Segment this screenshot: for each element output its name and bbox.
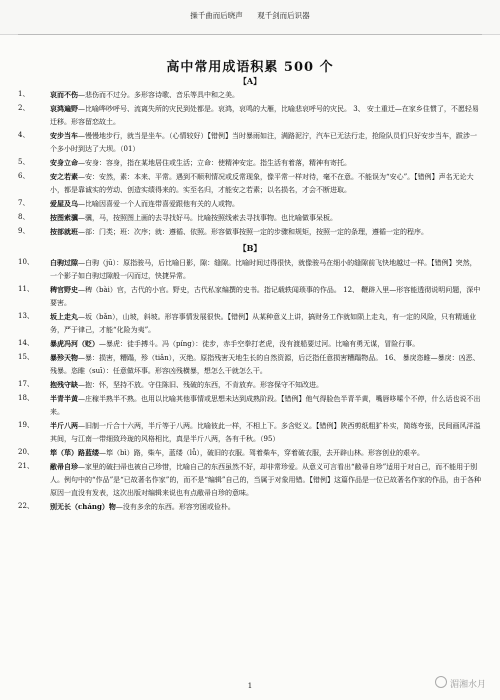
list-item — [18, 256, 482, 283]
running-header — [0, 10, 500, 21]
entry-number: 13、 — [18, 312, 34, 320]
entry-number: 21、 — [18, 462, 34, 470]
page-number: 1 — [247, 682, 253, 690]
entry-number: 18、 — [18, 394, 34, 402]
entry-term: 暴殄天物 — [50, 353, 78, 362]
section-label-b: 【B】 — [238, 243, 262, 253]
list-item — [18, 156, 482, 170]
entry-number: 11、 — [18, 285, 34, 293]
entry-number: 2、 — [18, 104, 30, 112]
list-item — [18, 337, 482, 351]
list-item — [18, 283, 482, 310]
entry-number: 4、 — [18, 131, 30, 139]
entry-number: 7、 — [18, 199, 30, 207]
entry-number: 8、 — [18, 213, 30, 221]
entry-term: 安之若素 — [50, 172, 78, 181]
header-right: 观千剑而后识器 — [257, 11, 310, 20]
page-title: 高中常用成语积累 500 个 — [166, 60, 334, 75]
list-item — [18, 378, 482, 392]
list-item — [18, 392, 482, 419]
entry-number: 6、 — [18, 172, 30, 180]
entry-definition: —稗（bài）官，古代的小官。野史，古代私家编撰的史书。指记载轶闻琐事的作品。 12、 鞭辟入里—形容能透彻说明问题，深中要害。 — [50, 286, 481, 307]
list-item — [18, 211, 482, 225]
entry-term: 安身立命 — [50, 158, 78, 167]
header-rule — [18, 34, 482, 35]
entry-number: 1、 — [18, 90, 30, 98]
entry-number: 17、 — [18, 380, 34, 388]
entry-term: 筚（荜）路蓝缕 — [50, 448, 99, 457]
entry-term: 别无长（cháng）物 — [50, 502, 116, 511]
entry-term: 抱残守缺 — [50, 380, 78, 389]
entry-term: 白驹过隙 — [50, 258, 78, 267]
entry-number: 19、 — [18, 421, 34, 429]
entry-definition: —庄稼半熟半不熟。也用以比喻其他事情或思想未达到成熟阶段。【错例】他气得脸色半青半黄，嘴唇哆嗦个不停，什么话也说不出来。 — [50, 395, 481, 416]
entry-definition: —筚（bì）路，柴车，蓝缕（lǚ），破旧的衣服。驾着柴车，穿着破衣服，去开辟山林。形容创业的艰辛。 — [99, 449, 424, 457]
entry-term: 半斤八两 — [50, 421, 78, 430]
list-item — [18, 88, 482, 102]
entry-number: 9、 — [18, 227, 30, 235]
entry-definition: —骥，马，按照图上画的去寻找好马。比喻按照线索去寻找事物。也比喻做事呆板。 — [78, 214, 337, 222]
entry-number: 14、 — [18, 339, 34, 347]
entry-definition: —旧制一斤合十六两，半斤等于八两。比喻彼此一样，不相上下。多含贬义。【错例】陕西剪纸粗犷朴实，简练夸张，民间画风洋溢其间，与江南一带细致玲珑的风格相比，真是半斤八两，各有千秋。（95） — [50, 422, 481, 443]
watermark-logo-icon — [435, 676, 447, 688]
list-item — [18, 102, 482, 129]
entry-term: 哀鸿遍野 — [50, 104, 78, 113]
entry-definition: —安：安然，素：本来、平常。遇到不顺利情况或反常现象，像平常一样对待，毫不在意。不能误为“安心”。【错例】声名无论大小，都是靠诚实的劳动、创造实绩得来的。实至名归，才能安之若素；以名损名，才会不断进取。 — [50, 173, 474, 194]
entry-number: 22、 — [18, 502, 34, 510]
entry-definition: —坂（bǎn），山坡，斜坡。形容事情发展很快。【错例】从某种意义上讲，搞财务工作就如陨上走丸，有一定的风险，只有精通业务，严于律己，才能“化险为夷”。 — [50, 313, 477, 334]
entry-definition: —暴虎：徒手搏斗。冯（píng）：徒步，赤手空拳打老虎，没有渡船要过河。比喻有勇无谋，冒险行事。 — [99, 340, 420, 348]
list-item — [18, 419, 482, 446]
entry-list — [18, 88, 482, 514]
entry-definition: —抱：怀，坚持不放。守住陈旧、残破的东西，不肯放弃。形容保守不知改进。 — [78, 381, 323, 389]
entry-definition: —比喻哗吵呼号、流离失所的灾民到处都是。哀鸿，哀鸣的大雁，比喻悲哀呼号的灾民。 3、 安土重迁—在家乡住惯了，不愿轻易迁移。形容留恋故土。 — [50, 105, 479, 126]
entry-definition: —慢慢地步行，就当是坐车。（心情较好）【错例】当时暴雨如注，满路泥泞，汽车已无法行走，抢险队员们只好安步当车，跋涉一个多小时到达了大坝。（01） — [50, 132, 477, 153]
entry-term: 暴虎冯河（贬） — [50, 339, 99, 348]
list-item — [18, 446, 482, 460]
watermark — [435, 676, 486, 690]
entry-term: 稗官野史 — [50, 285, 78, 294]
entry-term: 安步当车 — [50, 131, 78, 140]
entry-number: 10、 — [18, 258, 34, 266]
list-item — [18, 225, 482, 239]
header-left: 操千曲而后晓声 — [190, 11, 243, 20]
list-item — [18, 460, 482, 500]
entry-definition: —没有多余的东西。形容穷困或俭朴。 — [115, 503, 235, 511]
entry-definition: —部：门类；班：次序；就：遵循、依照。形容做事按照一定的步骤和规矩，按照一定的条理，遵循一定的程序。 — [78, 228, 428, 236]
entry-definition: —白驹（jū）：原指骏马，后比喻日影，隙：缝隙。比喻时间过得很快，就像骏马在细小的缝隙前飞快地越过一样。【错例】突然，一个影子如白驹过隙般一闪而过，快捷异常。 — [50, 259, 477, 280]
entry-number: 15、 — [18, 353, 34, 361]
entry-term: 按部就班 — [50, 227, 78, 236]
watermark-text: 湄湘水月 — [449, 680, 486, 690]
entry-term: 半青半黄 — [50, 394, 78, 403]
section-label-a: 【A】 — [238, 76, 262, 86]
entry-definition: —家里的破扫帚也被自己珍惜，比喻自己的东西虽然不好，却非常珍爱。从意义可言看出“敝帚自珍”适用于对自己，而不能用于别人。例句中的“作品”是“已故著名作家”的，而不是“编辑”自己的，当属于对象用错。【错例】这篇作品是一位已故著名作家的作品，由于各种原因一直没有发表，这次出版对编辑来说也有点敝帚自珍的意味。 — [50, 463, 481, 497]
entry-definition: —悲伤而不过分。多形容诗歌、音乐等具中和之美。 — [78, 91, 239, 99]
entry-term: 坂上走丸 — [50, 312, 78, 321]
entry-term: 哀而不伤 — [50, 90, 78, 99]
entry-term: 按图索骥 — [50, 213, 78, 222]
entry-number: 20、 — [18, 448, 34, 456]
list-item — [18, 310, 482, 337]
entry-number: 5、 — [18, 158, 30, 166]
list-item — [18, 197, 482, 211]
list-item — [18, 500, 482, 514]
entry-term: 敝帚自珍 — [50, 462, 78, 471]
entry-definition: —安身：容身，指在某地居住或生活；立命：使精神安定。指生活有着落，精神有寄托。 — [78, 159, 351, 167]
list-item — [18, 170, 482, 197]
list-item — [18, 351, 482, 378]
entry-definition: —暴：损害，糟蹋，殄（tiǎn），灭绝。原指残害天地生长的自然资源，后泛指任意损害糟蹋物品。 16、 暴戾恣睢—暴戾：凶恶、残暴。恣睢（suī）：任意做坏事。形容凶残横暴，想怎么干就怎么干。 — [50, 354, 480, 375]
entry-term: 爱屋及乌 — [50, 199, 78, 208]
list-item — [18, 129, 482, 156]
entry-definition: —比喻因喜爱一个人而连带喜爱跟他有关的人或物。 — [78, 200, 239, 208]
